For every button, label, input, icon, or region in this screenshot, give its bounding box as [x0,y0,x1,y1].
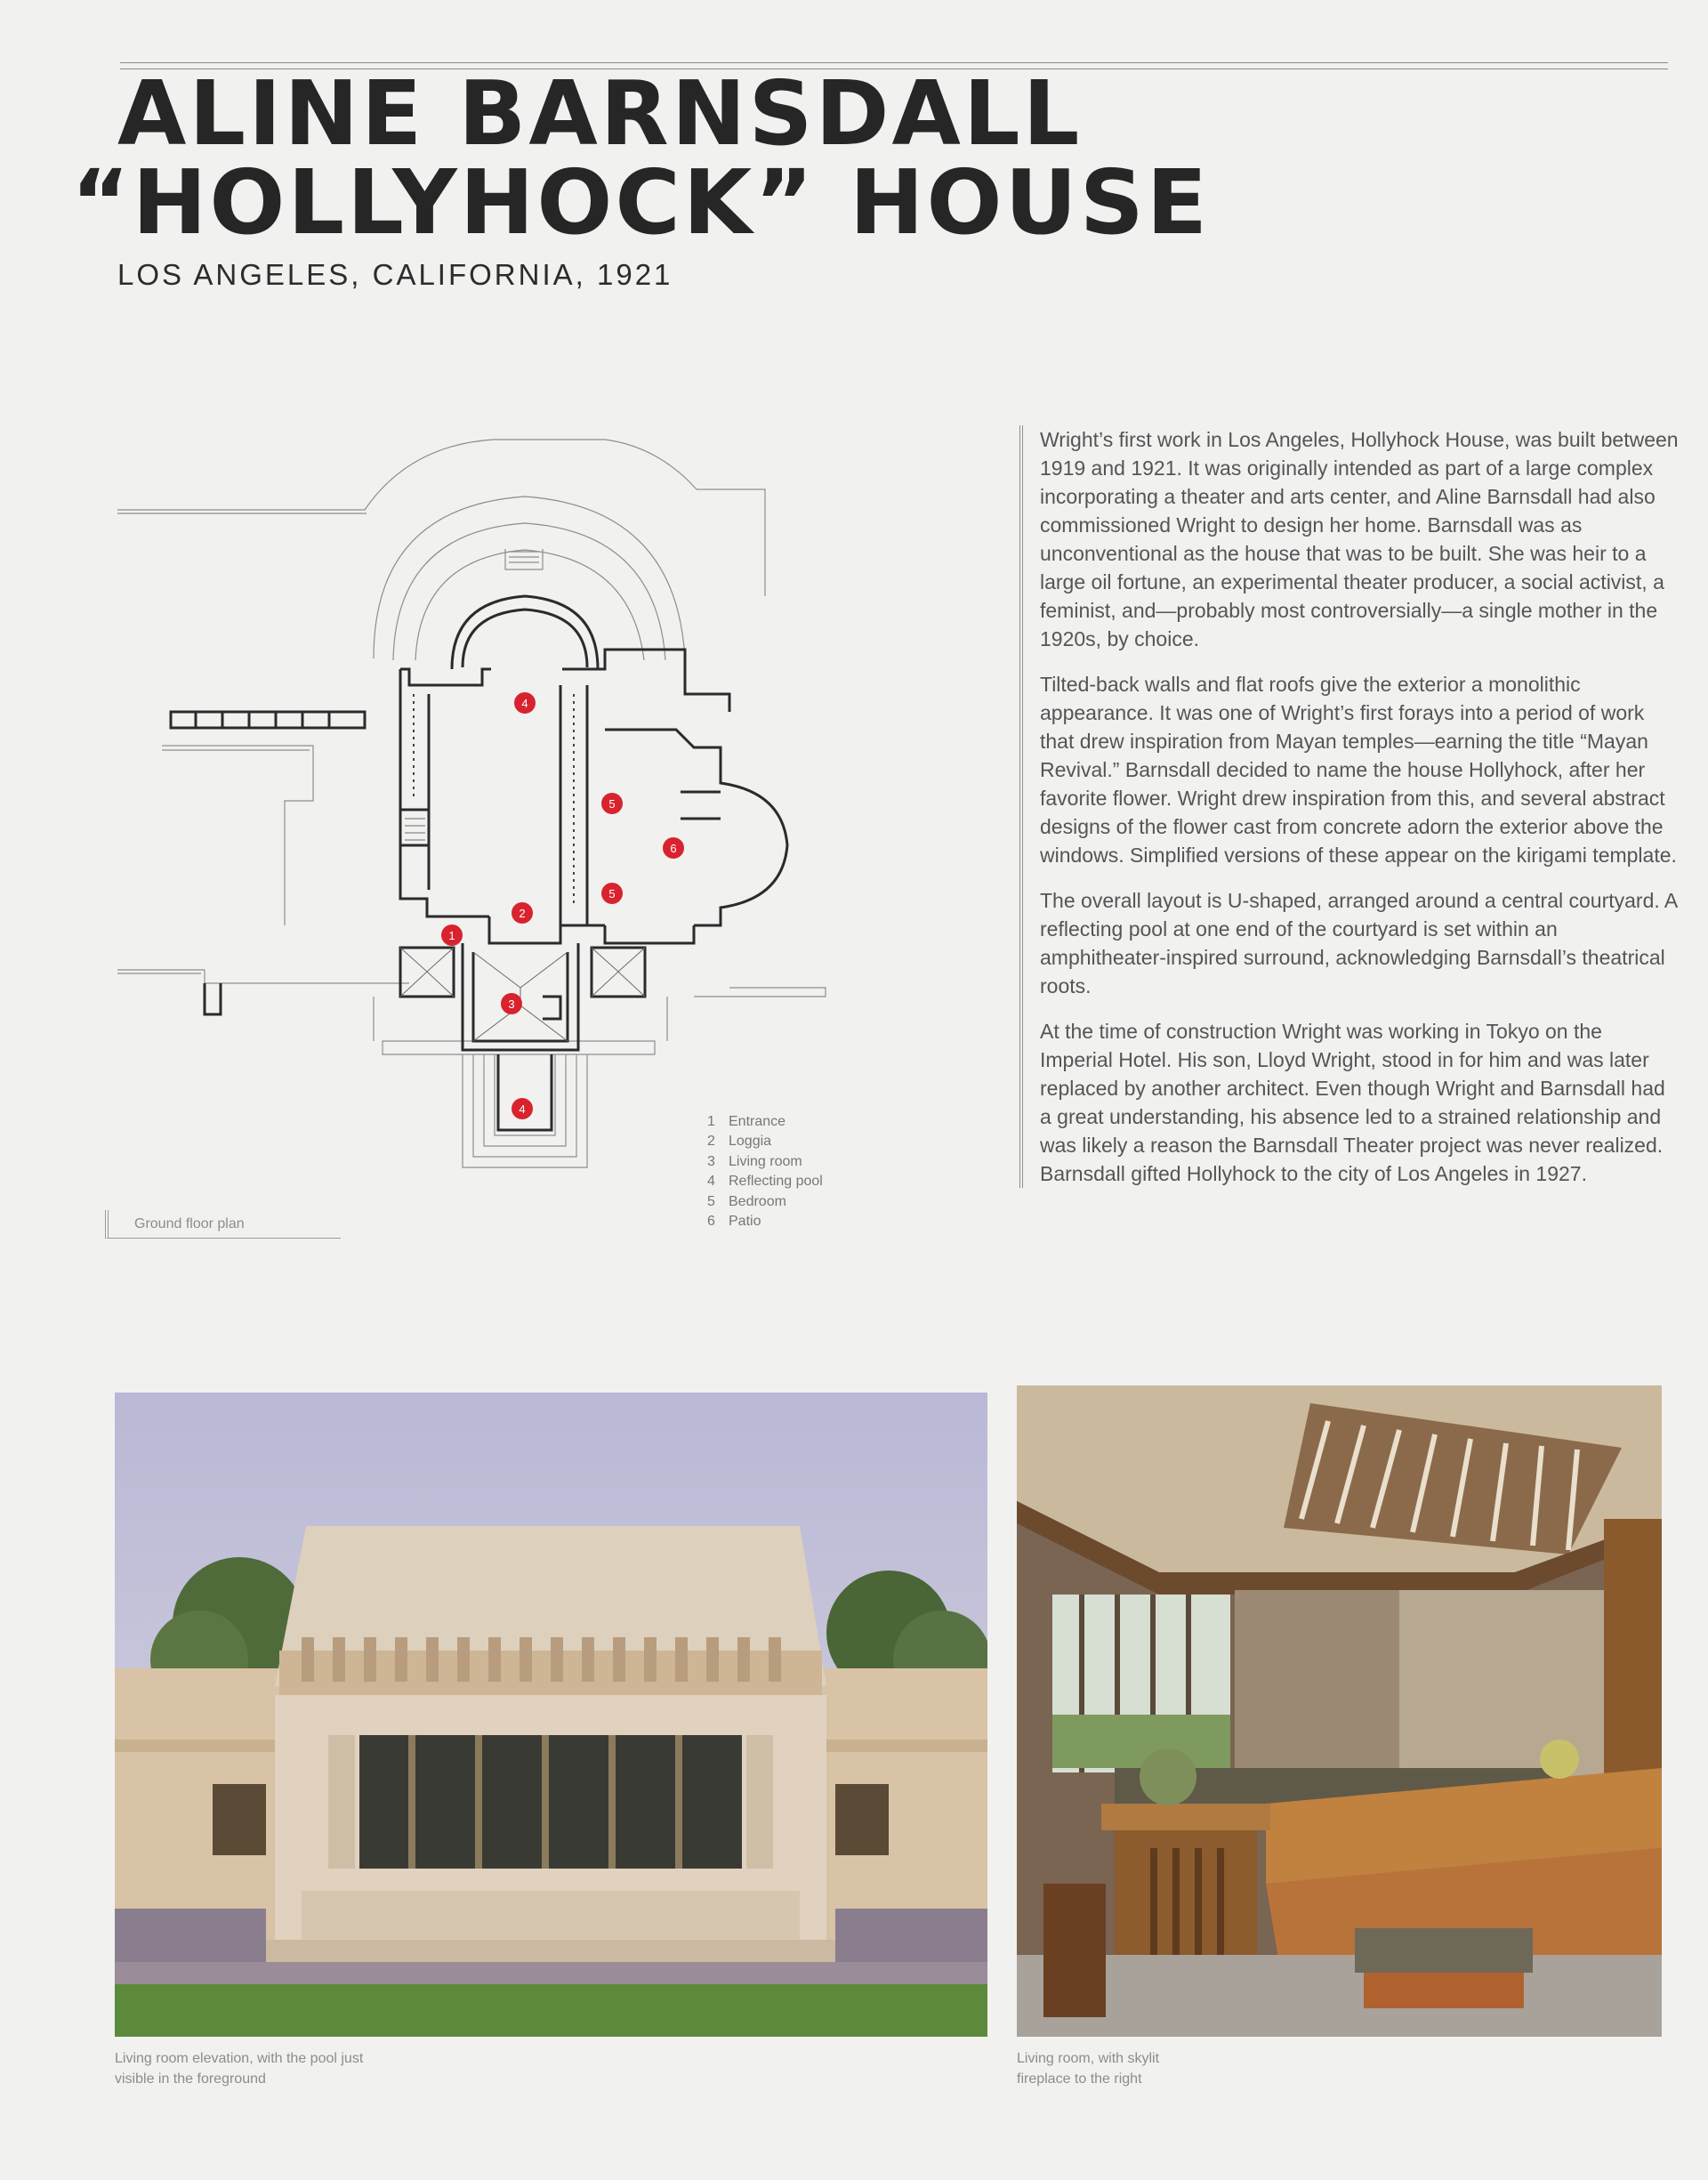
plan-marker-label: 3 [508,997,515,1011]
plan-legend [707,1112,823,1231]
plan-marker-label: 5 [608,797,616,811]
interior-photo-caption: Living room, with skylit fireplace to the right [1017,2051,1160,2087]
plan-marker-label: 1 [448,929,455,942]
exterior-photo [115,1393,987,2037]
plan-marker-label: 4 [521,697,528,710]
page-subtitle: LOS ANGELES, CALIFORNIA, 1921 [117,258,673,291]
body-paragraph: Tilted-back walls and flat roofs give the exterior a monolithic appearance. It was one of Wright’s first forays into a period of work that drew inspiration from Mayan temples—earning the title “Mayan Revival.” Barnsdall decided to name the house Hollyhock, after her favorite flower. Wright drew inspiration from this, and several abstract designs of the flower cast from concrete adorn the exterior above the windows. Simplified versions of these appear on the kirigami template. [1040,673,1677,867]
plan-caption: Ground floor plan [105,1210,341,1239]
body-paragraph: At the time of construction Wright was working in Tokyo on the Imperial Hotel. His son, Lloyd Wright, stood in for him and was later replaced by another architect. Even though Wright and Barnsdall had a great understanding, his absence led to a strained relationship and was likely a reason the Barnsdall Theater project was never realized. Barnsdall gifted Hollyhock to the city of Los Angeles in 1927. [1040,1020,1665,1185]
page-title [71,61,1211,254]
floor-plan-drawing [107,427,854,1192]
exterior-illustration [115,1393,987,2037]
legend-item: 3 Living room [707,1153,802,1169]
legend-item: 2 Loggia [707,1134,772,1150]
interior-illustration [1017,1385,1662,2037]
legend-item: 6 Patio [707,1214,761,1230]
body-paragraph: Wright’s first work in Los Angeles, Hollyhock House, was built between 1919 and 1921. It was originally intended as part of a large complex incorporating a theater and arts center, and Aline Barnsdall had also commissioned Wright to design her home. Barnsdall was as unconventional as the house that was to be built. She was heir to a large oil fortune, an experimental theater producer, a social activist, a feminist, and—probably most controversially—a single mother in the 1920s, by choice. [1040,428,1679,650]
interior-photo [1017,1385,1662,2037]
legend-item: 4 Reflecting pool [707,1174,823,1190]
body-paragraph: The overall layout is U-shaped, arranged around a central courtyard. A reflecting pool at one end of the courtyard is set within an amphitheater-inspired surround, acknowledging Barnsdall’s theatrical roots. [1040,889,1677,997]
plan-marker-label: 4 [519,1102,526,1116]
plan-marker-label: 2 [519,907,526,920]
plan-marker-label: 5 [608,887,616,900]
title-line-2: “HOLLYHOCK” HOUSE [71,150,1211,254]
body-text [1019,425,1680,1188]
legend-item: 1 Entrance [707,1114,786,1129]
plan-marker-label: 6 [670,842,677,855]
legend-item: 5 Bedroom [707,1193,786,1209]
exterior-photo-caption: Living room elevation, with the pool just visible in the foreground [115,2051,364,2087]
ground-floor-plan [107,427,854,1192]
title-line-1: ALINE BARNSDALL [117,61,1083,166]
